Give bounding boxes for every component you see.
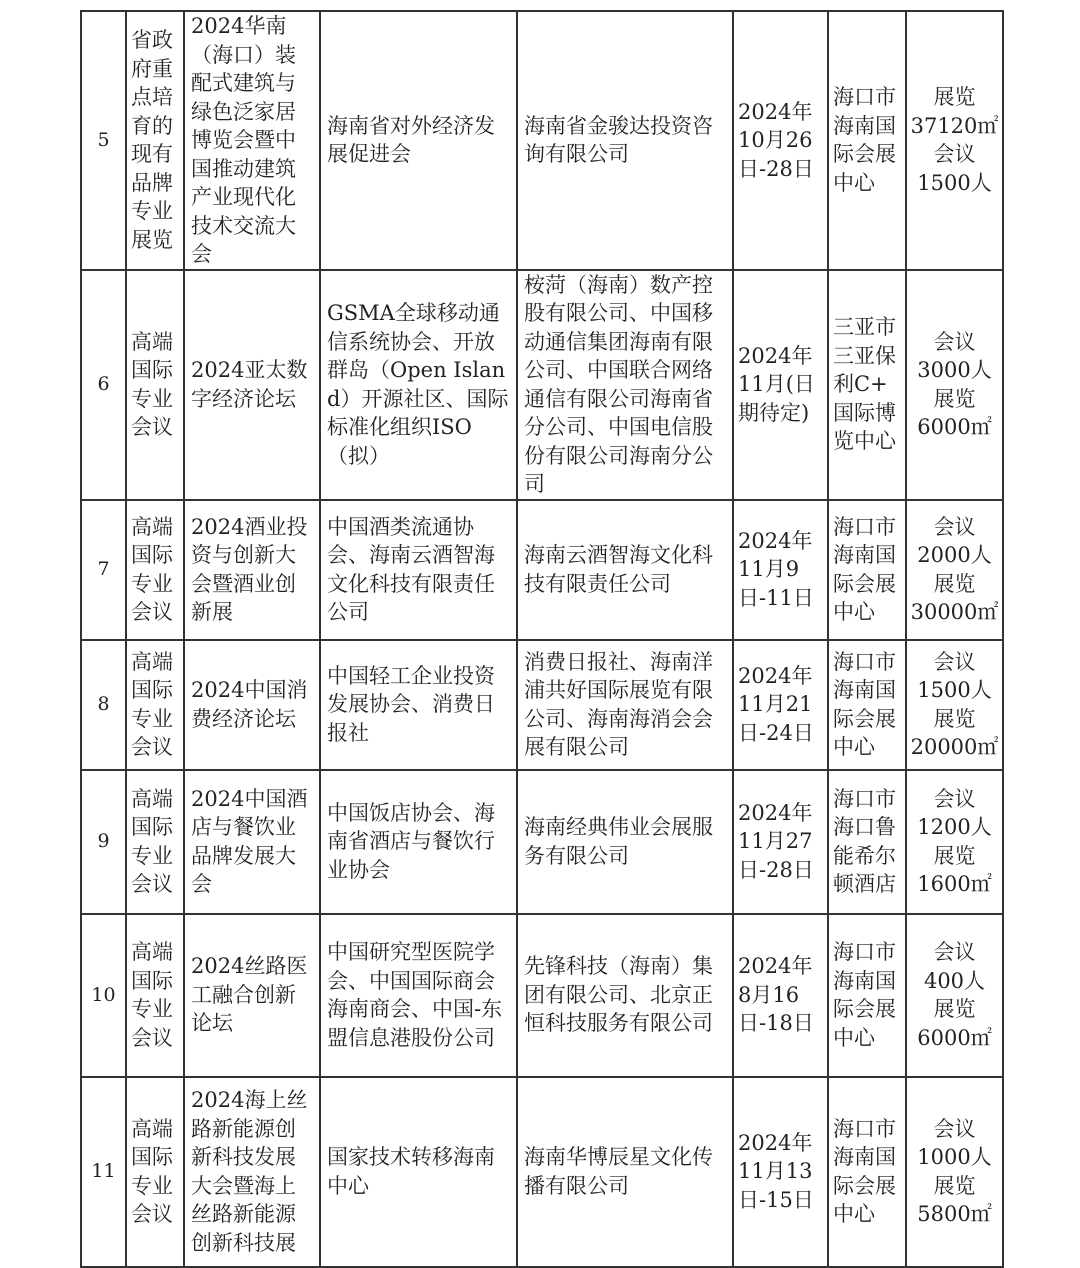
row-number: 10 [81,914,126,1077]
organizer: 海南省对外经济发展促进会 [320,11,517,270]
undertaker: 先锋科技（海南）集团有限公司、北京正恒科技服务有限公司 [517,914,733,1077]
event-name: 2024中国消费经济论坛 [184,640,320,770]
organizer: 中国轻工企业投资发展协会、消费日报社 [320,640,517,770]
row-number: 8 [81,640,126,770]
event-date: 2024年 11月21 日-24日 [733,640,828,770]
event-name: 2024亚太数字经济论坛 [184,270,320,500]
event-scale: 展览 37120㎡ 会议 1500人 [906,11,1003,270]
event-name: 2024中国酒店与餐饮业品牌发展大会 [184,770,320,914]
event-category: 高端国际专业会议 [126,500,184,640]
event-name: 2024华南（海口）装配式建筑与绿色泛家居博览会暨中国推动建筑产业现代化技术交流大会 [184,11,320,270]
table-row [81,914,1003,1077]
event-scale: 会议 2000人 展览 30000㎡ [906,500,1003,640]
event-category: 高端国际专业会议 [126,270,184,500]
event-name: 2024海上丝路新能源创新科技发展大会暨海上丝路新能源创新科技展 [184,1077,320,1267]
event-scale: 会议 400人 展览 6000㎡ [906,914,1003,1077]
event-venue: 海口市 海南国 际会展 中心 [828,640,906,770]
organizer: 中国饭店协会、海南省酒店与餐饮行业协会 [320,770,517,914]
event-date: 2024年 11月13 日-15日 [733,1077,828,1267]
event-venue: 三亚市 三亚保 利C+ 国际博 览中心 [828,270,906,500]
undertaker: 桉菏（海南）数产控股有限公司、中国移动通信集团海南有限公司、中国联合网络通信有限公司海南省分公司、中国电信股份有限公司海南分公司 [517,270,733,500]
event-scale: 会议 3000人 展览 6000㎡ [906,270,1003,500]
event-date: 2024年 11月27 日-28日 [733,770,828,914]
organizer: GSMA全球移动通信系统协会、开放群岛（Open Island）开源社区、国际标准化组织ISO（拟） [320,270,517,500]
event-scale: 会议 1200人 展览 1600㎡ [906,770,1003,914]
table-row [81,640,1003,770]
table-row [81,770,1003,914]
event-venue: 海口市 海口鲁 能希尔 顿酒店 [828,770,906,914]
table-row [81,11,1003,270]
event-name: 2024丝路医工融合创新论坛 [184,914,320,1077]
undertaker: 海南经典伟业会展服务有限公司 [517,770,733,914]
event-date: 2024年 10月26 日-28日 [733,11,828,270]
event-venue: 海口市 海南国 际会展 中心 [828,11,906,270]
undertaker: 海南省金骏达投资咨询有限公司 [517,11,733,270]
event-date: 2024年 11月9 日-11日 [733,500,828,640]
row-number: 5 [81,11,126,270]
event-name: 2024酒业投资与创新大会暨酒业创新展 [184,500,320,640]
undertaker: 海南云酒智海文化科技有限责任公司 [517,500,733,640]
event-category: 高端国际专业会议 [126,640,184,770]
event-category: 高端国际专业会议 [126,1077,184,1267]
event-venue: 海口市 海南国 际会展 中心 [828,914,906,1077]
event-venue: 海口市 海南国 际会展 中心 [828,1077,906,1267]
event-scale: 会议 1000人 展览 5800㎡ [906,1077,1003,1267]
row-number: 11 [81,1077,126,1267]
table-row [81,500,1003,640]
event-date: 2024年 11月(日 期待定) [733,270,828,500]
row-number: 6 [81,270,126,500]
event-venue: 海口市 海南国 际会展 中心 [828,500,906,640]
organizer: 国家技术转移海南中心 [320,1077,517,1267]
row-number: 9 [81,770,126,914]
table-row [81,270,1003,500]
table-row [81,1077,1003,1267]
event-category: 省政府重点培育的现有品牌专业展览 [126,11,184,270]
exhibition-table [80,10,1004,1268]
organizer: 中国研究型医院学会、中国国际商会海南商会、中国-东盟信息港股份公司 [320,914,517,1077]
event-scale: 会议 1500人 展览 20000㎡ [906,640,1003,770]
event-category: 高端国际专业会议 [126,914,184,1077]
undertaker: 海南华博辰星文化传播有限公司 [517,1077,733,1267]
undertaker: 消费日报社、海南洋浦共好国际展览有限公司、海南海消会会展有限公司 [517,640,733,770]
row-number: 7 [81,500,126,640]
organizer: 中国酒类流通协会、海南云酒智海文化科技有限责任公司 [320,500,517,640]
event-category: 高端国际专业会议 [126,770,184,914]
event-date: 2024年 8月16 日-18日 [733,914,828,1077]
